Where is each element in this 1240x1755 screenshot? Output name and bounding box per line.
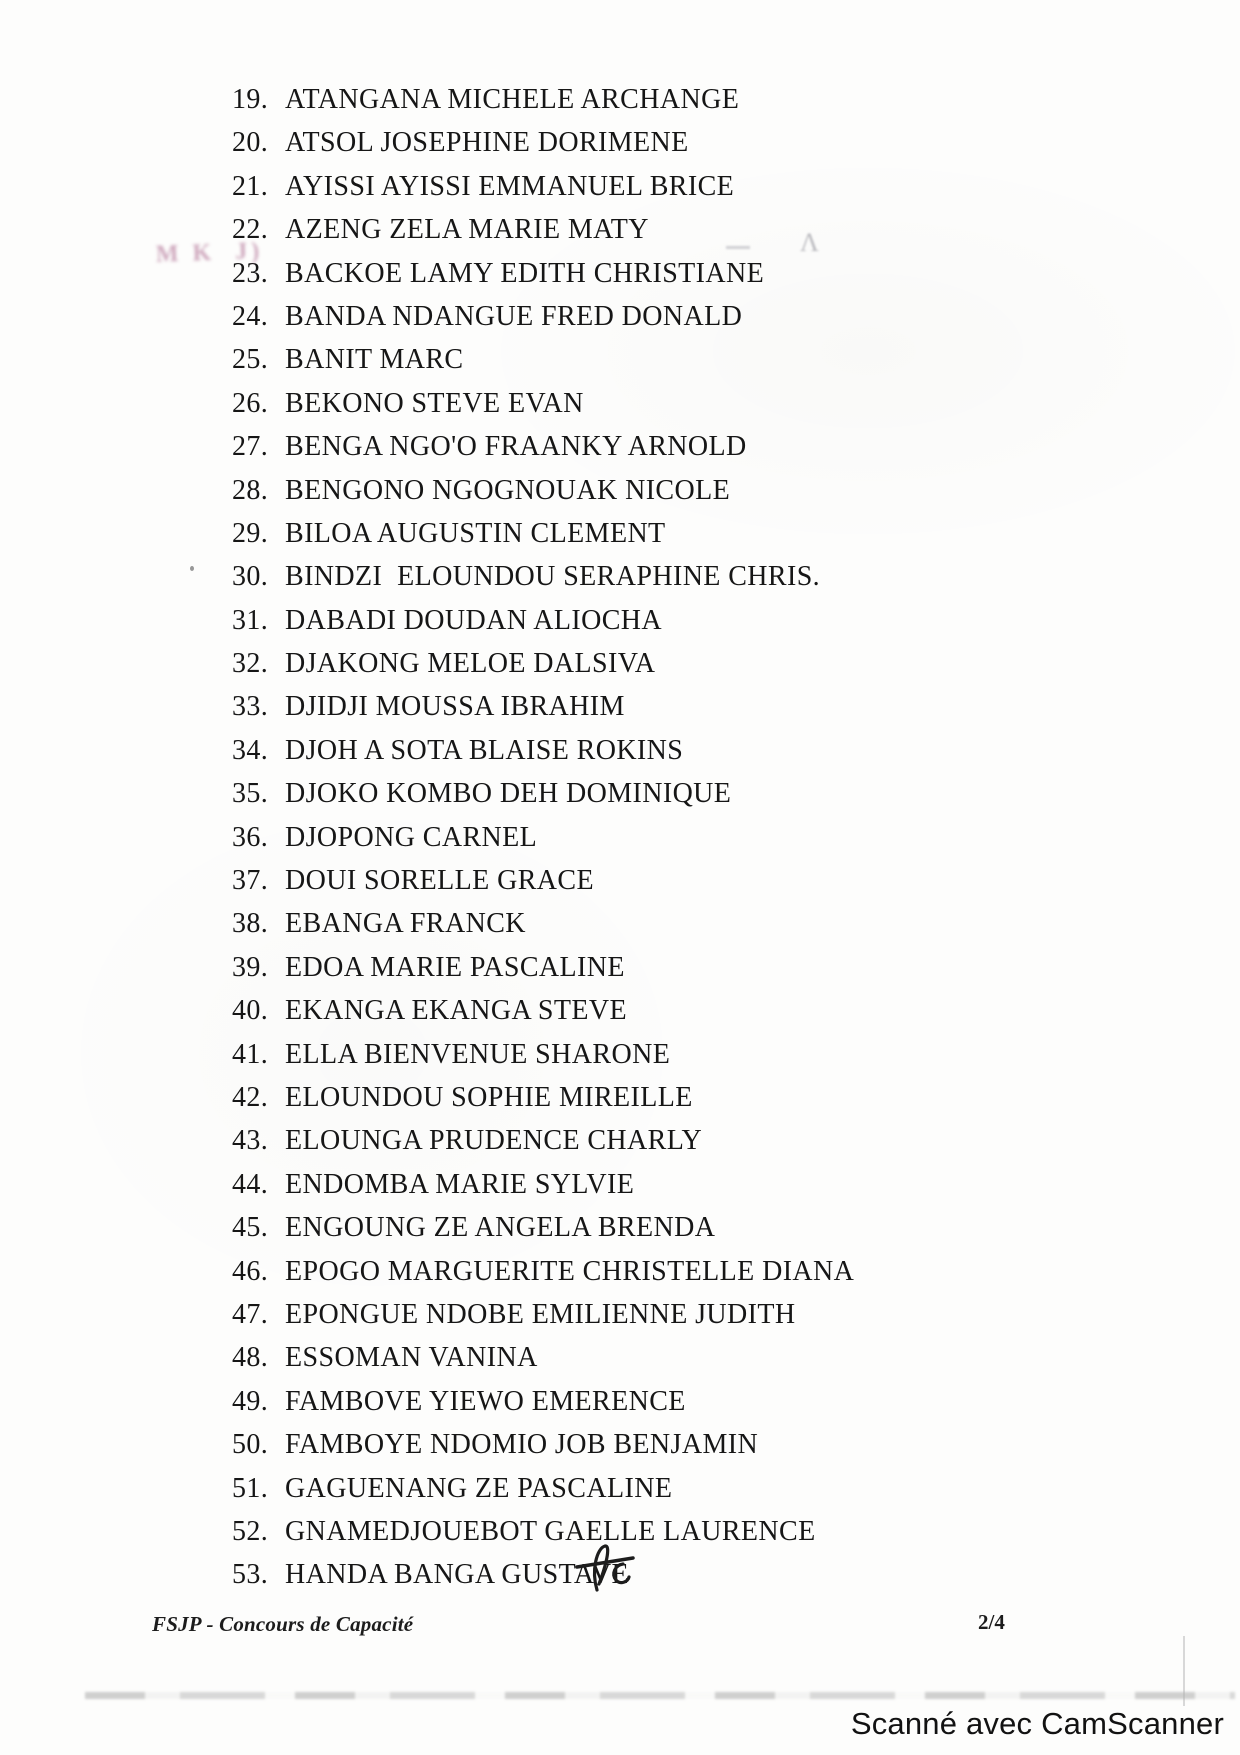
list-item (232, 1386, 854, 1429)
list-item-name: FAMBOVE YIEWO EMERENCE (285, 1385, 686, 1417)
list-item-number: 45. (232, 1212, 269, 1244)
list-item-number: 30. (232, 561, 269, 593)
list-item-name: BACKOE LAMY EDITH CHRISTIANE (285, 257, 765, 289)
list-item (232, 1082, 854, 1125)
list-item (232, 691, 854, 734)
list-item-number: 42. (232, 1081, 269, 1113)
list-item (232, 865, 854, 908)
list-item-name: EPONGUE NDOBE EMILIENNE JUDITH (285, 1298, 796, 1330)
list-item (232, 605, 854, 648)
list-item-name: BENGONO NGOGNOUAK NICOLE (285, 474, 731, 506)
list-item-name: BILOA AUGUSTIN CLEMENT (285, 517, 666, 549)
list-item-name: DJIDJI MOUSSA IBRAHIM (285, 691, 625, 723)
list-item-name: DABADI DOUDAN ALIOCHA (285, 604, 663, 636)
list-item (232, 475, 854, 518)
list-item (232, 561, 854, 604)
list-item-number: 46. (232, 1255, 269, 1287)
list-item-number: 26. (232, 387, 269, 419)
list-item-number: 47. (232, 1298, 269, 1330)
list-item-number: 53. (232, 1559, 269, 1591)
list-item-name: ENDOMBA MARIE SYLVIE (285, 1168, 635, 1200)
list-item-name: BEKONO STEVE EVAN (285, 387, 584, 419)
list-item (232, 1256, 854, 1299)
list-item-name: BANIT MARC (285, 344, 464, 376)
scan-artifact-caret: Λ (800, 228, 819, 257)
list-item (232, 344, 854, 387)
list-item (232, 995, 854, 1038)
list-item-name: EPOGO MARGUERITE CHRISTELLE DIANA (285, 1255, 855, 1287)
list-item (232, 431, 854, 474)
list-item-number: 21. (232, 170, 269, 202)
list-item (232, 1429, 854, 1472)
list-item-number: 35. (232, 778, 269, 810)
list-item-number: 37. (232, 865, 269, 897)
list-item-number: 19. (232, 84, 269, 115)
list-item (232, 648, 854, 691)
list-item-name: HANDA BANGA GUSTAVE (285, 1559, 629, 1591)
handwritten-signature-mark (575, 1540, 637, 1598)
list-item-number: 31. (232, 604, 269, 636)
list-item (232, 1212, 854, 1255)
list-item-name: DJOH A SOTA BLAISE ROKINS (285, 734, 684, 766)
list-item-name: ATANGANA MICHELE ARCHANGE (285, 84, 740, 115)
list-item-name: ELLA BIENVENUE SHARONE (285, 1038, 671, 1070)
scan-artifact-dot (190, 566, 194, 571)
list-item-number: 22. (232, 214, 269, 246)
list-item (232, 952, 854, 995)
list-item-name: DJAKONG MELOE DALSIVA (285, 648, 656, 680)
list-item-number: 39. (232, 951, 269, 983)
scan-artifact-dash (726, 246, 750, 249)
list-item-name: DJOPONG CARNEL (285, 821, 538, 853)
list-item-number: 51. (232, 1472, 269, 1504)
list-item (232, 1039, 854, 1082)
list-item-name: EBANGA FRANCK (285, 908, 526, 940)
list-item-name: ATSOL JOSEPHINE DORIMENE (285, 127, 689, 159)
list-item (232, 171, 854, 214)
list-item (232, 127, 854, 170)
list-item-number: 40. (232, 995, 269, 1027)
list-item (232, 301, 854, 344)
list-item-number: 43. (232, 1125, 269, 1157)
list-item (232, 258, 854, 301)
list-item-name: ESSOMAN VANINA (285, 1342, 538, 1374)
list-item-name: BANDA NDANGUE FRED DONALD (285, 300, 743, 332)
list-item-name: GNAMEDJOUEBOT GAELLE LAURENCE (285, 1515, 816, 1547)
list-item-name: AYISSI AYISSI EMMANUEL BRICE (285, 170, 735, 202)
ink-smudge: M K J) (155, 238, 264, 268)
list-item-name: ENGOUNG ZE ANGELA BRENDA (285, 1212, 716, 1244)
list-item-number: 52. (232, 1515, 269, 1547)
list-item-number: 33. (232, 691, 269, 723)
list-item (232, 1169, 854, 1212)
list-item-number: 28. (232, 474, 269, 506)
footer-page-number: 2/4 (978, 1610, 1005, 1634)
scan-edge-streak (85, 1692, 1235, 1699)
list-item (232, 84, 854, 127)
list-item-name: AZENG ZELA MARIE MATY (285, 214, 649, 246)
list-item-name: DOUI SORELLE GRACE (285, 865, 594, 897)
list-item-number: 29. (232, 517, 269, 549)
list-item-name: EKANGA EKANGA STEVE (285, 995, 628, 1027)
list-item (232, 1473, 854, 1516)
name-list (232, 84, 854, 1603)
list-item-number: 27. (232, 431, 269, 463)
list-item-name: FAMBOYE NDOMIO JOB BENJAMIN (285, 1429, 759, 1461)
camscanner-watermark: Scanné avec CamScanner (850, 1706, 1224, 1741)
list-item-number: 41. (232, 1038, 269, 1070)
list-item (232, 1299, 854, 1342)
list-item (232, 518, 854, 561)
list-item-name: GAGUENANG ZE PASCALINE (285, 1472, 673, 1504)
list-item-number: 50. (232, 1429, 269, 1461)
list-item-number: 44. (232, 1168, 269, 1200)
list-item-number: 23. (232, 257, 269, 289)
list-item-name: ELOUNDOU SOPHIE MIREILLE (285, 1081, 693, 1113)
list-item-name: DJOKO KOMBO DEH DOMINIQUE (285, 778, 732, 810)
list-item-number: 20. (232, 127, 269, 159)
list-item-number: 49. (232, 1385, 269, 1417)
list-item (232, 735, 854, 778)
list-item (232, 1516, 854, 1559)
list-item-number: 24. (232, 300, 269, 332)
list-item (232, 388, 854, 431)
list-item-number: 32. (232, 648, 269, 680)
list-item (232, 1342, 854, 1385)
list-item-name: EDOA MARIE PASCALINE (285, 951, 625, 983)
scan-edge-line (1183, 1636, 1185, 1706)
list-item-name: ELOUNGA PRUDENCE CHARLY (285, 1125, 703, 1157)
list-item-number: 36. (232, 821, 269, 853)
list-item-name: BENGA NGO'O FRAANKY ARNOLD (285, 431, 747, 463)
list-item-name: BINDZI ELOUNDOU SERAPHINE CHRIS. (285, 561, 821, 593)
list-item (232, 214, 854, 257)
list-item-number: 25. (232, 344, 269, 376)
list-item (232, 908, 854, 951)
list-item-number: 48. (232, 1342, 269, 1374)
list-item (232, 778, 854, 821)
list-item (232, 1125, 854, 1168)
list-item (232, 822, 854, 865)
footer-document-title: FSJP - Concours de Capacité (152, 1612, 414, 1636)
list-item (232, 1559, 854, 1602)
list-item-number: 38. (232, 908, 269, 940)
list-item-number: 34. (232, 734, 269, 766)
